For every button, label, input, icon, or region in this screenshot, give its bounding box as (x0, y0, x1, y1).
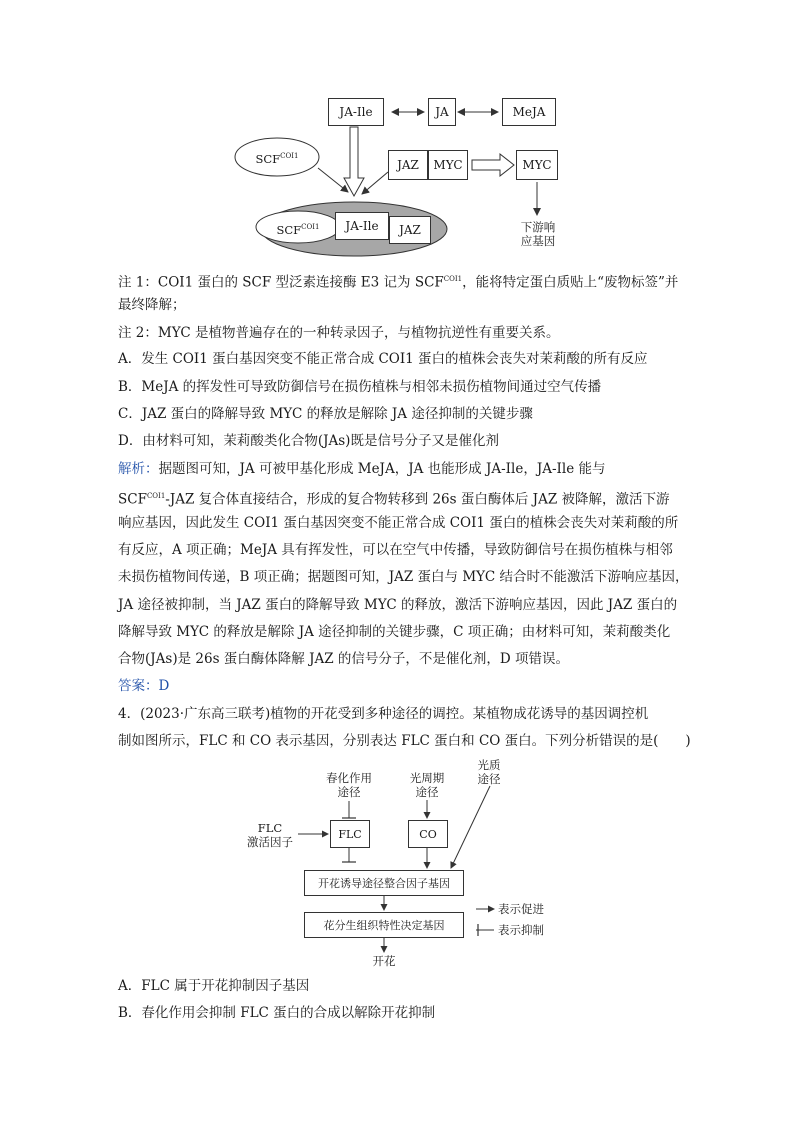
complex-ja-ile-label: JA-Ile (345, 219, 379, 233)
note-2: 注 2：MYC 是植物普遍存在的一种转录因子，与植物抗逆性有重要关系。 (118, 325, 560, 341)
analysis-line-8: 合物(JAs)是 26s 蛋白酶体降解 JAZ 的信号分子，不是催化剂，D 项错误。 (118, 651, 570, 667)
legend-promote-label: 表示促进 (498, 902, 544, 916)
option-c: C．JAZ 蛋白的降解导致 MYC 的释放是解除 JA 途径抑制的关键步骤 (118, 406, 533, 422)
analysis-line-7: 降解导致 MYC 的释放是解除 JA 途径抑制的关键步骤，C 项正确；由材料可知，茉莉酸类化 (118, 624, 671, 640)
complex-jaz-label: JAZ (399, 223, 421, 237)
photoperiod-pathway-label: 光周期 途径 (409, 771, 445, 799)
option-a: A．发生 COI1 蛋白基因突变不能正常合成 COI1 蛋白的植株会丧失对茉莉酸的所有反应 (118, 351, 648, 367)
note-1-b: ，能将特定蛋白质贴上“废物标签”并 (462, 274, 679, 291)
integrator-gene-label: 开花诱导途径整合因子基因 (318, 877, 450, 890)
analysis-line-6: JA 途径被抑制，当 JAZ 蛋白的降解导致 MYC 的释放，激活下游响应基因，因此 JAZ 蛋白的 (118, 597, 678, 613)
ja-ile-label: JA-Ile (339, 105, 373, 119)
vernalization-pathway-label: 春化作用 途径 (326, 771, 372, 799)
q4-stem-1: 4．(2023·广东高三联考)植物的开花受到多种途径的调控。某植物成花诱导的基因调控机 (118, 706, 649, 722)
co-label: CO (419, 827, 437, 841)
q4-option-b: B．春化作用会抑制 FLC 蛋白的合成以解除开花抑制 (118, 1005, 436, 1021)
analysis-scf-sup: COI1 (146, 492, 166, 500)
co-box (408, 820, 448, 848)
analysis-label: 解析： (118, 461, 159, 477)
analysis-text-2: -JAZ 复合体直接结合，形成的复合物转移到 26s 蛋白酶体后 JAZ 被降解，激活下游 (165, 491, 670, 508)
analysis-line-3: 响应基因，因此发生 COI1 蛋白基因突变不能正常合成 COI1 蛋白的植株会丧失对茉莉酸的所 (118, 515, 679, 531)
meristem-gene-box (304, 912, 464, 938)
analysis-line-5: 未损伤植物间传递，B 项正确；据题图可知，JAZ 蛋白与 MYC 结合时不能激活下游响应基因， (118, 569, 689, 585)
flowering-label: 开花 (372, 954, 396, 968)
light-quality-pathway-label: 光质 途径 (477, 758, 501, 786)
jaz-label: JAZ (397, 158, 419, 172)
meristem-gene-label: 花分生组织特性决定基因 (323, 919, 445, 932)
analysis-text-1: 据题图可知，JA 可被甲基化形成 MeJA，JA 也能形成 JA-Ile，JA-Ile 能与 (158, 461, 606, 477)
note-1-cont: 最终降解； (118, 297, 186, 313)
myc-label: MYC (433, 158, 463, 172)
option-b: B．MeJA 的挥发性可导致防御信号在损伤植株与相邻未损伤植物间通过空气传播 (118, 379, 602, 395)
ja-label: JA (435, 105, 449, 119)
scf-sup: COI1 (280, 152, 299, 160)
flc-label: FLC (338, 827, 362, 841)
q4-option-a: A．FLC 属于开花抑制因子基因 (118, 978, 310, 994)
note-1-a: 注 1：COI1 蛋白的 SCF 型泛素连接酶 E3 记为 SCF (118, 274, 444, 291)
scf-text: SCF (255, 151, 281, 166)
myc-released-label: MYC (522, 158, 552, 172)
downstream-gene-label: 下游响 应基因 (520, 220, 556, 248)
q4-stem-2: 制如图所示，FLC 和 CO 表示基因，分别表达 FLC 蛋白和 CO 蛋白。下列分析错误的是( ) (118, 733, 691, 749)
flc-box (330, 820, 370, 848)
answer-label: 答案： (118, 678, 159, 694)
complex-scf-sup: COI1 (301, 223, 320, 231)
flc-activator-label: FLC 激活因子 (247, 821, 293, 849)
meja-label: MeJA (512, 105, 546, 119)
note-1-sup: COI1 (443, 275, 463, 283)
analysis-scf: SCF (118, 491, 147, 508)
integrator-gene-box (304, 870, 464, 896)
complex-scf-text: SCF (276, 222, 302, 237)
analysis-line-4: 有反应，A 项正确；MeJA 具有挥发性，可以在空气中传播，导致防御信号在损伤植株与相邻 (118, 542, 673, 558)
legend-inhibit-label: 表示抑制 (498, 923, 544, 937)
answer-value: D (158, 678, 170, 694)
option-d: D．由材料可知，茉莉酸类化合物(JAs)既是信号分子又是催化剂 (118, 433, 499, 449)
